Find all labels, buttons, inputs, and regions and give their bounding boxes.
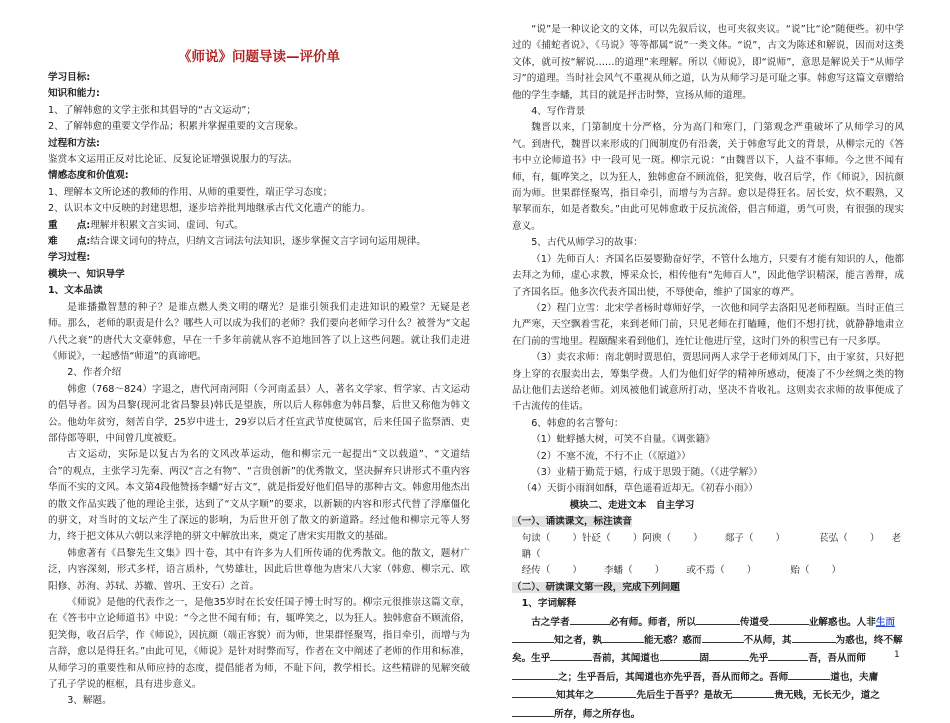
learning-process-heading: 学习过程:	[48, 252, 91, 264]
key-point	[48, 218, 470, 234]
blank-8[interactable]	[550, 649, 592, 661]
passage-seg-11: 先乎	[749, 653, 769, 665]
word-changhong: 苌弘（	[819, 532, 848, 544]
word-yi-close: ）	[831, 565, 842, 577]
difficult-text: 结合课文词句的特点，归纳文言词法句法知识，逐步掌握文言字词句运用规律。	[90, 236, 426, 248]
passage-seg-18: 所存，师之所存也。	[554, 708, 641, 720]
section-study	[512, 580, 904, 596]
blank-15[interactable]	[594, 686, 636, 698]
left-column	[48, 46, 470, 710]
blank-11[interactable]	[768, 649, 808, 661]
story-3: （3）卖衣求师：南北朝时贾思伯，贾思同两人求学于老师刘凤门下，由于家贫，只好把身上穿的衣服卖出去，筹集学费。人们为他们好学的精神所感动，便凑了不少丝绸之类的物品让他们去送给老师。刘凤被他们诚意所打动，坚决不肯收礼。这则卖衣求师的故事便成了千古流传的佳话。	[512, 352, 904, 413]
section-author: 2、作者介绍	[67, 367, 122, 379]
word-lipan-close: ）	[654, 565, 665, 577]
pronunciation-row-1	[512, 531, 904, 564]
passage-seg-17: 贵无贱，无长无少，道之	[774, 690, 880, 702]
passage-seg-3: 传道受	[739, 616, 769, 628]
blank-1[interactable]	[570, 613, 610, 625]
knowledge-heading: 知识和能力:	[48, 88, 100, 100]
word-eyu: ）阿谀（	[632, 532, 672, 544]
passage-fill-in	[512, 613, 904, 723]
module1-heading: 模块一、知识导学	[48, 268, 125, 280]
passage-seg-5: 知之者，孰	[554, 635, 602, 647]
link-shenger[interactable]: 生而	[875, 616, 896, 628]
section-background: 4、写作背景	[531, 106, 586, 118]
passage-seg-13: 之；生乎吾后，其闻道也亦先乎吾，吾从而师之。吾师	[558, 671, 789, 683]
quote-2: （2）不塞不流，不行不止（《原道》）	[531, 450, 691, 462]
word-yi: 贻（	[790, 565, 810, 577]
section-stories: 5、古代从师学习的故事：	[531, 237, 643, 249]
word-judou: 句读（	[521, 532, 551, 544]
passage-seg-10: 固	[699, 653, 710, 665]
blank-10[interactable]	[709, 649, 749, 661]
passage-seg-14: 道也，夫庸	[830, 671, 879, 683]
word-tanzi: 郯子（	[724, 532, 754, 544]
emotion-item-2: 2、认识本文中反映的封建思想，逐步培养批判地继承古代文化遗产的能力。	[48, 203, 371, 215]
quote-1: （1）蚍蜉撼大树，可笑不自量。《调张籍》	[531, 434, 715, 446]
study-heading: （二）、研读课文第一段，完成下列问题	[512, 581, 680, 593]
pronunciation-row-2	[512, 563, 904, 579]
word-eyu-close: ）	[693, 532, 703, 544]
blank-5[interactable]	[602, 631, 644, 643]
blank-2[interactable]	[696, 613, 740, 625]
blank-6[interactable]	[702, 631, 744, 643]
intro-paragraph: 是谁播撒智慧的种子？是谁点燃人类文明的曙光？是谁引领我们走进知识的殿堂？无疑是老师。那么，老师的职责是什么？哪些人可以成为我们的老师？我们要向老师学习什么？被誉为“文起八代之衰”的唐代大文豪韩愈，早在一千多年前就从容不迫地回答了以上这些问题。就让我们走进《师说》，一起感悟“师道”的真谛吧。	[48, 301, 470, 362]
genre-paragraph: “说”是一种议论文的文体，可以先叙后议，也可夹叙夹议。“说”比“论”随便些。初中学过的《捕蛇者说》、《马说》等等都属“说”一类文体。“说”，古文为陈述和解说，因而对这类文体，就可按“解说……的道理”来理解。所以《师说》，即“说师”，意思是解说关于“从师学习”的道理。当时社会风气不重视从师之道，认为从师学习是可耻之事。韩愈写这篇文章赠给他的学生李蟠，其目的就是抨击时弊，宣扬从师的道理。	[512, 24, 904, 101]
knowledge-item-1: 1、了解韩愈的文学主张和其倡导的“古文运动”；	[48, 104, 256, 116]
works-paragraph: 韩愈著有《昌黎先生文集》四十卷，其中有许多为人们所传诵的优秀散文。他的散文，题材广泛，内容深刻，形式多样，语言质朴，气势雄壮，因此后世尊他为唐宋八大家（韩愈、柳宗元、欧阳修、苏洵、苏轼、苏辙、曾巩、王安石）之首。	[48, 547, 470, 592]
blank-13[interactable]	[788, 668, 830, 680]
passage-seg-7: 不从师，其	[743, 635, 792, 647]
key-label: 重 点:	[48, 219, 91, 231]
process-text: 鉴赏本文运用正反对比论证、反复论证增强说服力的写法。	[48, 154, 298, 166]
story-2: （2）程门立雪：北宋学者杨时尊师好学，一次他和同学去洛阳见老师程颐。当时正值三九严寒，天空飘着雪花，来到老师门前，只见老师在打瞌睡，他们不想打扰，就静静地肃立在门前的雪地里。程颐醒来看到他们，连忙让他进厅堂，这时门外的积雪已有一尺多厚。	[512, 302, 904, 347]
blank-7[interactable]	[792, 631, 836, 643]
word-jingzhuan: 经传（	[521, 565, 551, 577]
word-jingzhuan-close: ）	[572, 565, 582, 577]
blank-4[interactable]	[512, 631, 554, 643]
page-title: 《师说》问题导读—评价单	[178, 49, 340, 65]
passage-seg-1: 古之学者	[531, 616, 570, 628]
word-zhenbian: ）针砭（	[572, 532, 611, 544]
emotion-item-1: 1、理解本文所论述的教师的作用、从师的重要性，端正学习态度；	[48, 186, 333, 198]
module2-heading: 模块二、走进文本 自主学习	[569, 499, 695, 511]
quote-3: （3）业精于勤荒于嬉，行成于思毁于随。（《进学解》）	[531, 466, 763, 478]
process-heading: 过程和方法:	[48, 137, 100, 149]
word-huobuyan: 或不焉（	[686, 565, 725, 577]
difficult-label: 难 点:	[48, 236, 91, 248]
word-lipan: 李蟠（	[603, 565, 633, 577]
section-quotes: 6、韩愈的名言警句：	[531, 417, 624, 429]
emotion-heading: 情感态度和价值观:	[48, 170, 129, 182]
blank-14[interactable]	[512, 686, 556, 698]
passage-seg-6: 能无惑？惑而	[643, 635, 702, 647]
passage-seg-2: 必有师。师者，所以	[609, 616, 696, 628]
author-paragraph: 韩愈（768～824）字退之，唐代河南河阳（今河南孟县）人，著名文学家、哲学家、古文运动的倡导者。因为昌黎(现河北省昌黎县)韩氏是望族，所以后人称韩愈为韩昌黎，后世又称他为韩文公。他幼年贫穷，刻苦自学，25岁中进士，29岁以后才任宣武节度使属官，后来任国子监祭酒、吏部侍郎等职，中间曾几度被贬。	[48, 383, 470, 444]
right-column	[512, 22, 904, 723]
passage-seg-12: 吾，吾从而师	[808, 653, 866, 665]
quote-4: （4）天街小雨润如酥，草色遥看近却无。《初春小雨》）	[521, 483, 758, 495]
passage-seg-4: 业解惑也。人非	[808, 616, 876, 628]
shishuo-paragraph: 《师说》是他的代表作之一，是他35岁时在长安任国子博士时写的。柳宗元很推崇这篇文章，在《答韦中立论师道书》中说：“今之世不闻有师；有，辄哗笑之，以为狂人。独韩愈奋不顾流俗，犯笑侮，收召后学，作《师说》，因抗颜（端正容貌）而为师，世果群怪聚骂，指目牵引，而增与为言辞，愈以是得狂名。”由此可见，《师说》是针对时弊而写，作者在文中阐述了老师的作用和标准，从师学习的重要性和从师应持的态度，提倡能者为师，不耻下问，教学相长。这些精辟的见解突破了孔子学说的框框，具有进步意义。	[48, 597, 470, 691]
story-1: （1）先师百人：齐国名臣晏婴勤奋好学，不管什么地方，只要有才能有知识的人，他都去拜之为师，虚心求教，博采众长，相传他有“先师百人”，因此他学识精深，能言善辩，成了齐国名臣。他多次代表齐国出使，不辱使命，维护了国家的尊严。	[512, 253, 904, 298]
blank-9[interactable]	[660, 649, 700, 661]
passage-seg-9: 吾前，其闻道也	[592, 653, 660, 665]
word-changhong-close: ）	[869, 532, 880, 544]
page-number: 1	[894, 650, 900, 660]
section-pronunciation	[512, 514, 904, 530]
word-tanzi-close: ）	[775, 532, 786, 544]
passage-seg-16: 先后生于吾乎？是故无	[636, 690, 733, 702]
difficult-point	[48, 234, 470, 250]
knowledge-item-2: 2、了解韩愈的重要文学作品；积累并掌握重要的文言现象。	[48, 121, 304, 133]
blank-3[interactable]	[769, 613, 809, 625]
pronunciation-heading: （一）、诵读课文，标注读音	[512, 516, 632, 528]
blank-16[interactable]	[732, 686, 774, 698]
blank-17[interactable]	[512, 705, 554, 717]
section-title-explain: 3、解题。	[67, 695, 112, 707]
movement-paragraph: 古文运动，实际是以复古为名的文风改革运动，他和柳宗元一起提出“文以载道”、“文道结合”的观点，主张学习先秦、两汉“言之有物”、“言贵创新”的优秀散文，坚决摒弃只讲形式不重内容华而不实的文风。本文第4段他赞扬李蟠“好古文”，就是指爱好他们倡导的那种古文。韩愈用他杰出的散文作品实践了他的理论主张，达到了“文从字顺”的要求，以新颖的内容和形式代替了浮靡僵化的骈文，对当时的文坛产生了深远的影响，为后世开创了散文的新道路。经过他和柳宗元等人努力，终于把文体从六朝以来浮艳的骈文中解放出来，奠定了唐宋实用散文的基础。	[48, 449, 470, 543]
word-laodan: 老聃（	[521, 532, 902, 560]
goals-heading: 学习目标:	[48, 72, 91, 83]
background-paragraph: 魏晋以来，门第制度十分严格，分为高门和寒门，门第观念严重破坏了从师学习的风气。到唐代，魏晋以来形成的门阀制度仍有沿袭，关于韩愈写此文的背景，从柳宗元的《答韦中立论师道书》中一段可见一斑。柳宗元说：“由魏晋以下，人益不事师。今之世不闻有师，有，辄哗笑之，以为狂人，独韩愈奋不顾流俗，犯笑侮，收召后学，作《师说》，因抗颜而为师。世果群怪聚骂，指目牵引，而增与为言辞。愈以是得狂名。居长安，炊不暇熟，又挈挈而东，如是者数矣。”由此可见韩愈敢于反抗流俗，倡言师道，勇气可贵，有很强的现实意义。	[512, 122, 904, 232]
blank-12[interactable]	[512, 668, 558, 680]
passage-seg-15: 知其年之	[556, 690, 595, 702]
passage-seg-8: 为惑也，终不解矣。生乎	[512, 635, 903, 665]
key-text: 理解并积累文言实词、虚词、句式。	[90, 219, 244, 231]
section-text-reading: 1、文本品读	[48, 285, 103, 297]
word-explain-heading: 1、字词解释	[521, 598, 577, 610]
word-huobuyan-close: ）	[746, 565, 757, 577]
